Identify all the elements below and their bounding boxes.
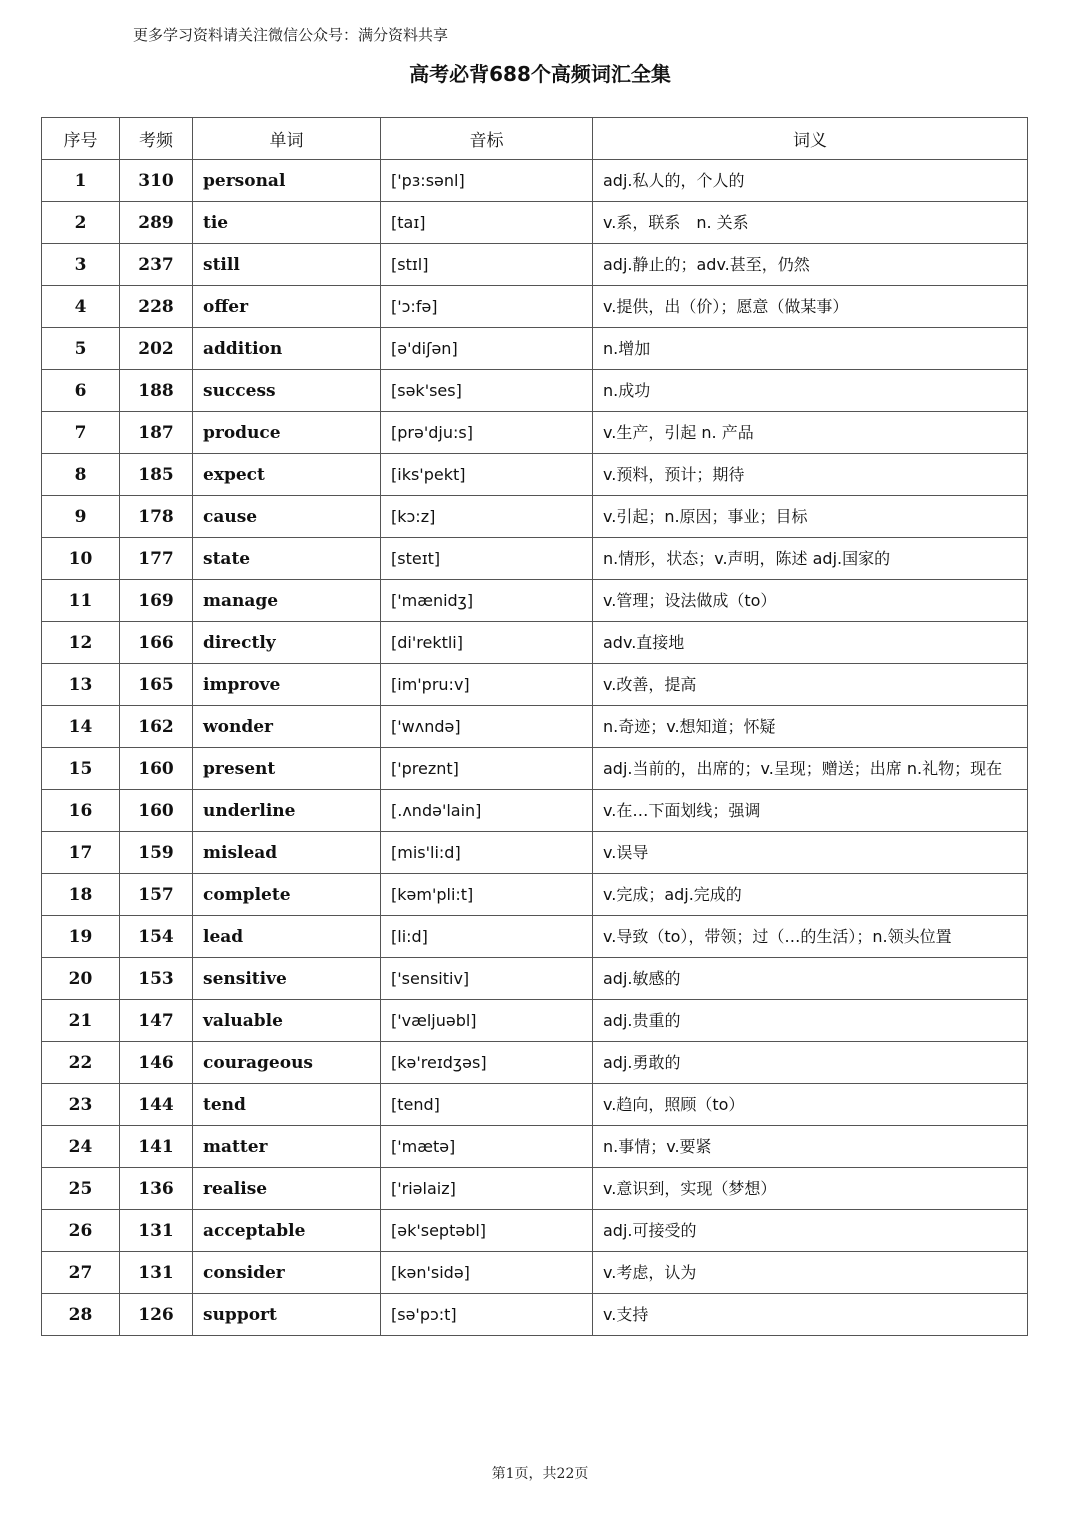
row-word: manage [193, 580, 381, 622]
row-phonetic: ['mænidʒ] [381, 580, 593, 622]
row-word: realise [193, 1168, 381, 1210]
row-number: 3 [42, 244, 120, 286]
row-meaning: v.支持 [593, 1294, 1028, 1336]
table-row [42, 244, 1028, 286]
row-phonetic: [kɔ:z] [381, 496, 593, 538]
row-number: 17 [42, 832, 120, 874]
row-frequency: 166 [120, 622, 193, 664]
row-word: produce [193, 412, 381, 454]
row-frequency: 141 [120, 1126, 193, 1168]
row-meaning: v.生产，引起 n. 产品 [593, 412, 1028, 454]
row-meaning: adv.直接地 [593, 622, 1028, 664]
table-header-row [42, 118, 1028, 160]
row-meaning: v.趋向，照顾（to） [593, 1084, 1028, 1126]
table-row [42, 412, 1028, 454]
row-word: tie [193, 202, 381, 244]
row-phonetic: [.ʌndə'lain] [381, 790, 593, 832]
row-phonetic: [sək'ses] [381, 370, 593, 412]
page-title: 高考必背688个高频词汇全集 [409, 62, 671, 86]
table-row [42, 664, 1028, 706]
row-meaning: adj.私人的，个人的 [593, 160, 1028, 202]
row-phonetic: [kə'reɪdʒəs] [381, 1042, 593, 1084]
row-frequency: 131 [120, 1210, 193, 1252]
row-number: 13 [42, 664, 120, 706]
row-word: wonder [193, 706, 381, 748]
table-row [42, 1210, 1028, 1252]
row-number: 24 [42, 1126, 120, 1168]
table-row [42, 1126, 1028, 1168]
row-meaning: v.完成；adj.完成的 [593, 874, 1028, 916]
header-note: 更多学习资料请关注微信公众号：满分资料共享 [133, 26, 449, 44]
row-frequency: 177 [120, 538, 193, 580]
row-phonetic: ['sensitiv] [381, 958, 593, 1000]
row-frequency: 157 [120, 874, 193, 916]
row-meaning: n.奇迹；v.想知道；怀疑 [593, 706, 1028, 748]
row-meaning: v.考虑，认为 [593, 1252, 1028, 1294]
row-phonetic: [stɪl] [381, 244, 593, 286]
row-phonetic: [im'pru:v] [381, 664, 593, 706]
row-word: present [193, 748, 381, 790]
row-phonetic: [sə'pɔ:t] [381, 1294, 593, 1336]
row-number: 28 [42, 1294, 120, 1336]
row-phonetic: [mis'li:d] [381, 832, 593, 874]
table-row [42, 790, 1028, 832]
row-number: 19 [42, 916, 120, 958]
row-meaning: n.增加 [593, 328, 1028, 370]
row-word: underline [193, 790, 381, 832]
table-row [42, 202, 1028, 244]
row-word: acceptable [193, 1210, 381, 1252]
table-row [42, 1000, 1028, 1042]
table-row [42, 874, 1028, 916]
row-phonetic: [li:d] [381, 916, 593, 958]
row-word: lead [193, 916, 381, 958]
row-meaning: n.成功 [593, 370, 1028, 412]
row-frequency: 160 [120, 748, 193, 790]
row-word: addition [193, 328, 381, 370]
row-word: directly [193, 622, 381, 664]
row-number: 27 [42, 1252, 120, 1294]
row-word: courageous [193, 1042, 381, 1084]
row-meaning: adj.可接受的 [593, 1210, 1028, 1252]
row-meaning: v.在…下面划线；强调 [593, 790, 1028, 832]
table-row [42, 496, 1028, 538]
row-phonetic: [kən'sidə] [381, 1252, 593, 1294]
row-phonetic: [kəm'pli:t] [381, 874, 593, 916]
row-number: 22 [42, 1042, 120, 1084]
table-row [42, 916, 1028, 958]
row-number: 7 [42, 412, 120, 454]
row-word: improve [193, 664, 381, 706]
row-word: success [193, 370, 381, 412]
table-body [42, 160, 1028, 1336]
row-frequency: 160 [120, 790, 193, 832]
vocabulary-table [41, 117, 1028, 1336]
row-meaning: v.预料，预计；期待 [593, 454, 1028, 496]
table-row [42, 160, 1028, 202]
table-row [42, 832, 1028, 874]
row-frequency: 159 [120, 832, 193, 874]
row-frequency: 185 [120, 454, 193, 496]
table-row [42, 580, 1028, 622]
row-frequency: 165 [120, 664, 193, 706]
row-word: expect [193, 454, 381, 496]
row-word: tend [193, 1084, 381, 1126]
row-word: offer [193, 286, 381, 328]
row-phonetic: ['væljuəbl] [381, 1000, 593, 1042]
column-header-phonetic: 音标 [381, 118, 593, 160]
table-row [42, 958, 1028, 1000]
row-meaning: v.提供，出（价）；愿意（做某事） [593, 286, 1028, 328]
row-number: 11 [42, 580, 120, 622]
table-row [42, 328, 1028, 370]
row-phonetic: ['riəlaiz] [381, 1168, 593, 1210]
row-number: 26 [42, 1210, 120, 1252]
row-phonetic: ['ɔ:fə] [381, 286, 593, 328]
row-word: mislead [193, 832, 381, 874]
row-number: 14 [42, 706, 120, 748]
row-frequency: 131 [120, 1252, 193, 1294]
table-row [42, 370, 1028, 412]
table-row [42, 1294, 1028, 1336]
row-phonetic: [tend] [381, 1084, 593, 1126]
row-frequency: 228 [120, 286, 193, 328]
row-phonetic: [iks'pekt] [381, 454, 593, 496]
row-number: 8 [42, 454, 120, 496]
row-meaning: adj.贵重的 [593, 1000, 1028, 1042]
table-row [42, 1042, 1028, 1084]
row-number: 15 [42, 748, 120, 790]
row-word: still [193, 244, 381, 286]
row-word: cause [193, 496, 381, 538]
row-phonetic: ['mætə] [381, 1126, 593, 1168]
row-frequency: 126 [120, 1294, 193, 1336]
row-frequency: 144 [120, 1084, 193, 1126]
row-phonetic: ['preznt] [381, 748, 593, 790]
row-number: 9 [42, 496, 120, 538]
row-number: 25 [42, 1168, 120, 1210]
row-number: 12 [42, 622, 120, 664]
row-frequency: 147 [120, 1000, 193, 1042]
row-meaning: v.意识到，实现（梦想） [593, 1168, 1028, 1210]
row-meaning: v.误导 [593, 832, 1028, 874]
row-word: consider [193, 1252, 381, 1294]
row-meaning: adj.敏感的 [593, 958, 1028, 1000]
row-meaning: n.情形，状态；v.声明，陈述 adj.国家的 [593, 538, 1028, 580]
row-word: complete [193, 874, 381, 916]
table-row [42, 454, 1028, 496]
row-frequency: 178 [120, 496, 193, 538]
row-meaning: adj.当前的，出席的；v.呈现；赠送；出席 n.礼物；现在 [593, 748, 1028, 790]
row-number: 5 [42, 328, 120, 370]
row-meaning: n.事情；v.要紧 [593, 1126, 1028, 1168]
row-number: 6 [42, 370, 120, 412]
row-meaning: v.导致（to），带领；过（…的生活）；n.领头位置 [593, 916, 1028, 958]
row-number: 21 [42, 1000, 120, 1042]
row-number: 16 [42, 790, 120, 832]
row-meaning: v.改善，提高 [593, 664, 1028, 706]
row-number: 18 [42, 874, 120, 916]
table-row [42, 622, 1028, 664]
row-number: 10 [42, 538, 120, 580]
table-row [42, 706, 1028, 748]
row-frequency: 237 [120, 244, 193, 286]
column-header-meaning: 词义 [593, 118, 1028, 160]
table-row [42, 1084, 1028, 1126]
row-frequency: 188 [120, 370, 193, 412]
row-word: valuable [193, 1000, 381, 1042]
row-frequency: 154 [120, 916, 193, 958]
row-meaning: v.管理；设法做成（to） [593, 580, 1028, 622]
row-number: 20 [42, 958, 120, 1000]
table-row [42, 748, 1028, 790]
row-meaning: adj.静止的；adv.甚至，仍然 [593, 244, 1028, 286]
column-header-frequency: 考频 [120, 118, 193, 160]
row-frequency: 146 [120, 1042, 193, 1084]
row-phonetic: [taɪ] [381, 202, 593, 244]
row-frequency: 187 [120, 412, 193, 454]
row-number: 4 [42, 286, 120, 328]
row-phonetic: [di'rektli] [381, 622, 593, 664]
row-frequency: 289 [120, 202, 193, 244]
row-word: matter [193, 1126, 381, 1168]
row-number: 23 [42, 1084, 120, 1126]
row-phonetic: ['pɜ:sənl] [381, 160, 593, 202]
row-meaning: adj.勇敢的 [593, 1042, 1028, 1084]
table-row [42, 1168, 1028, 1210]
row-phonetic: [steɪt] [381, 538, 593, 580]
row-meaning: v.引起；n.原因；事业；目标 [593, 496, 1028, 538]
column-header-number: 序号 [42, 118, 120, 160]
table-row [42, 1252, 1028, 1294]
row-frequency: 169 [120, 580, 193, 622]
row-phonetic: ['wʌndə] [381, 706, 593, 748]
row-word: sensitive [193, 958, 381, 1000]
row-phonetic: [prə'dju:s] [381, 412, 593, 454]
row-word: personal [193, 160, 381, 202]
row-meaning: v.系，联系 n. 关系 [593, 202, 1028, 244]
row-frequency: 202 [120, 328, 193, 370]
row-phonetic: [ək'septəbl] [381, 1210, 593, 1252]
column-header-word: 单词 [193, 118, 381, 160]
table-row [42, 538, 1028, 580]
table-row [42, 286, 1028, 328]
row-frequency: 162 [120, 706, 193, 748]
row-word: state [193, 538, 381, 580]
row-number: 1 [42, 160, 120, 202]
row-frequency: 310 [120, 160, 193, 202]
row-phonetic: [ə'diʃən] [381, 328, 593, 370]
row-frequency: 136 [120, 1168, 193, 1210]
page-number: 第1页，共22页 [491, 1466, 589, 1482]
row-word: support [193, 1294, 381, 1336]
row-number: 2 [42, 202, 120, 244]
row-frequency: 153 [120, 958, 193, 1000]
